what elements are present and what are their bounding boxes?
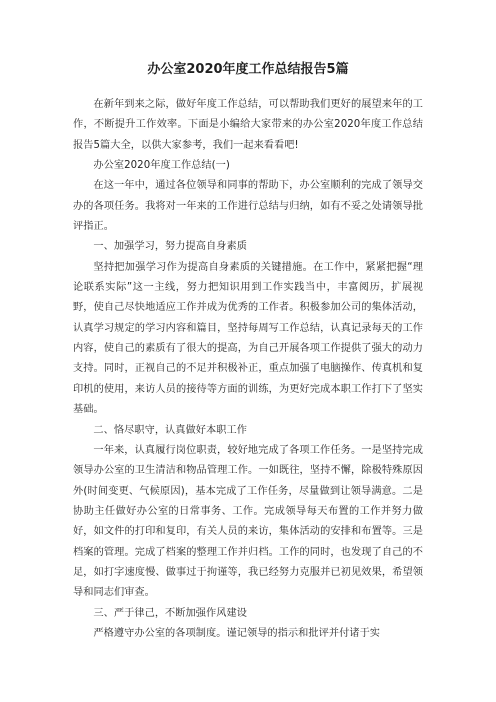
section-heading: 办公室2020年度工作总结(一) [93, 160, 230, 172]
subsection-heading: 二、恪尽职守，认真做好本职工作 [93, 424, 247, 436]
body-paragraph: 坚持把加强学习作为提高自身素质的关键措施。在工作中，紧紧把握“理论联系实际”这一主线，努力把知识用到工作实践当中，丰富阅历，扩展视野，使自己尽快地适应工作并成为优秀的工作者。积极参加公司的集体活动，认真学习规定的学习内容和篇目，坚持每周写工作总结，认真记录每天的工作内容，使自己的素质有了很大的提高，为自己开展各项工作提供了强大的动力支持。同时，正视自己的不足并积极补正，重点加强了电脑操作、传真机和复印机的使用，来访人员的接待等方面的训练，为更好完成本职工作打下了坚实基础。 [73, 261, 423, 416]
body-paragraph: 严格遵守办公室的各项制度。谨记领导的指示和批评并付诸于实 [93, 627, 381, 639]
body-paragraph: 在这一年中，通过各位领导和同事的帮助下，办公室顺利的完成了领导交办的各项任务。我将对一年来的工作进行总结与归纳，如有不妥之处请领导批评指正。 [73, 180, 423, 233]
subsection-heading: 三、严于律己，不断加强作风建设 [93, 607, 247, 619]
document-body [73, 95, 423, 644]
intro-paragraph: 在新年到来之际，做好年度工作总结，可以帮助我们更好的展望来年的工作，不断提升工作效率。下面是小编给大家带来的办公室2020年度工作总结报告5篇大全，以供大家参考，我们一起来看看吧! [73, 99, 423, 151]
body-paragraph: 一年来，认真履行岗位职责，较好地完成了各项工作任务。一是坚持完成领导办公室的卫生清洁和物品管理工作。一如既往，坚持不懈，除极特殊原因外(时间变更、气候原因)，基本完成了工作任务，尽量做到让领导满意。二是协助主任做好办公室的日常事务、工作。完成领导每天布置的工作并努力做好，如文件的打印和复印，有关人员的来访，集体活动的安排和布置等。三是档案的管理。完成了档案的整理工作并归档。工作的同时，也发现了自己的不足，如打字速度慢、做事过于拘谨等，我已经努力克服并已初见效果，希望领导和同志们审查。 [73, 444, 423, 599]
document-title: 办公室2020年度工作总结报告5篇 [147, 62, 349, 77]
subsection-heading: 一、加强学习，努力提高自身素质 [93, 241, 247, 253]
